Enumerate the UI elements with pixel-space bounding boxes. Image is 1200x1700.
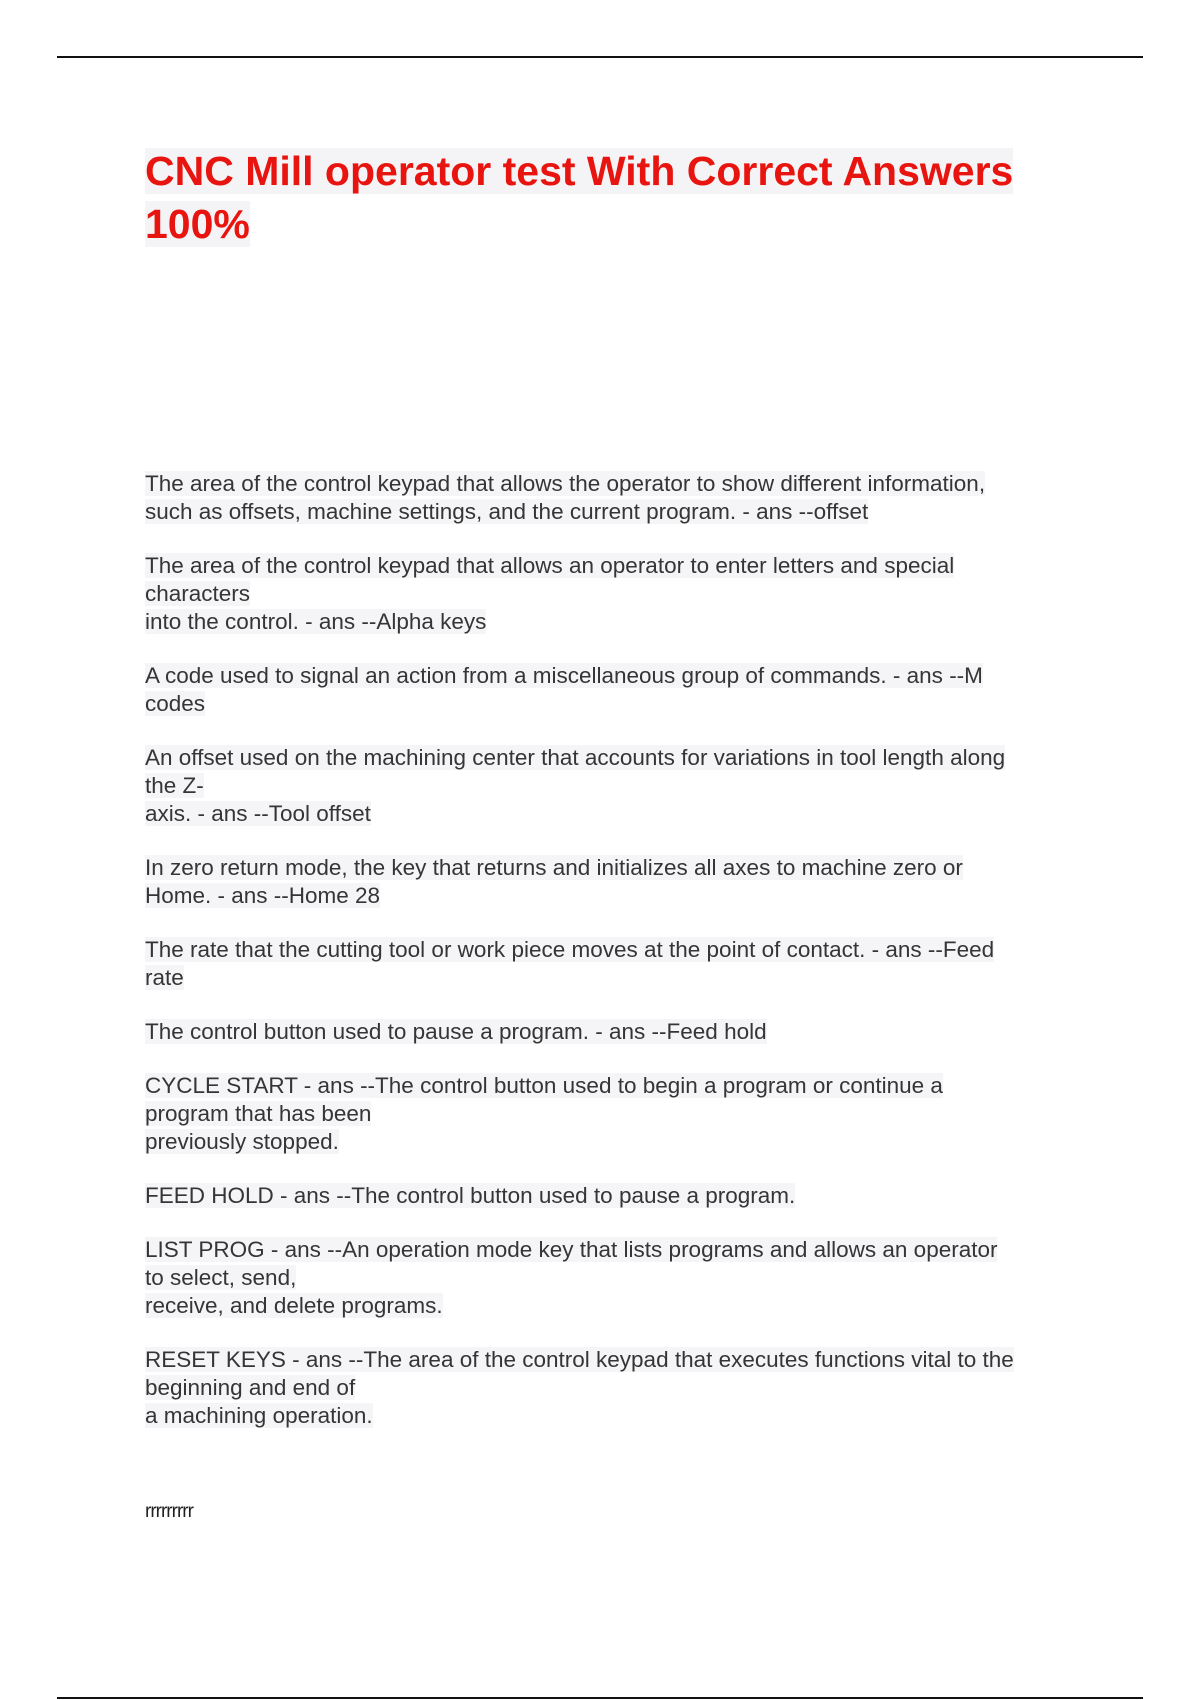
qa-item	[145, 470, 1095, 526]
qa-item	[145, 854, 1095, 910]
qa-list	[145, 470, 1095, 1456]
qa-item-text: The area of the control keypad that allows an operator to enter letters and special characters into the control. - ans --Alpha keys	[145, 553, 955, 634]
qa-item	[145, 552, 1095, 636]
qa-item-text: CYCLE START - ans --The control button used to begin a program or continue a program that has been previously stopped.	[145, 1073, 943, 1154]
qa-item	[145, 1346, 1095, 1430]
qa-item-text: FEED HOLD - ans --The control button used to pause a program.	[145, 1183, 796, 1208]
qa-item	[145, 1182, 1095, 1210]
document-title-text: CNC Mill operator test With Correct Answers 100%	[145, 148, 1014, 247]
qa-item	[145, 1018, 1095, 1046]
qa-item	[145, 1072, 1095, 1156]
qa-item-text: RESET KEYS - ans --The area of the control keypad that executes functions vital to the beginning and end of a machining operation.	[145, 1347, 1014, 1428]
footer-mark: rrrrrrrrr	[145, 1501, 193, 1522]
qa-item	[145, 1236, 1095, 1320]
qa-item-text: In zero return mode, the key that returns and initializes all axes to machine zero or Home. - ans --Home 28	[145, 855, 963, 908]
qa-item-text: An offset used on the machining center that accounts for variations in tool length along the Z- axis. - ans --Tool offset	[145, 745, 1006, 826]
document-title	[145, 145, 1085, 251]
qa-item	[145, 936, 1095, 992]
qa-item-text: The area of the control keypad that allows the operator to show different information, such as offsets, machine settings, and the current program. - ans --offset	[145, 471, 986, 524]
bottom-rule	[57, 1697, 1143, 1699]
qa-item	[145, 744, 1095, 828]
qa-item-text: The control button used to pause a program. - ans --Feed hold	[145, 1019, 767, 1044]
qa-item-text: A code used to signal an action from a miscellaneous group of commands. - ans --M codes	[145, 663, 983, 716]
top-rule	[57, 56, 1143, 58]
qa-item	[145, 662, 1095, 718]
qa-item-text: The rate that the cutting tool or work piece moves at the point of contact. - ans --Feed rate	[145, 937, 995, 990]
qa-item-text: LIST PROG - ans --An operation mode key that lists programs and allows an operator to select, send, receive, and delete programs.	[145, 1237, 998, 1318]
